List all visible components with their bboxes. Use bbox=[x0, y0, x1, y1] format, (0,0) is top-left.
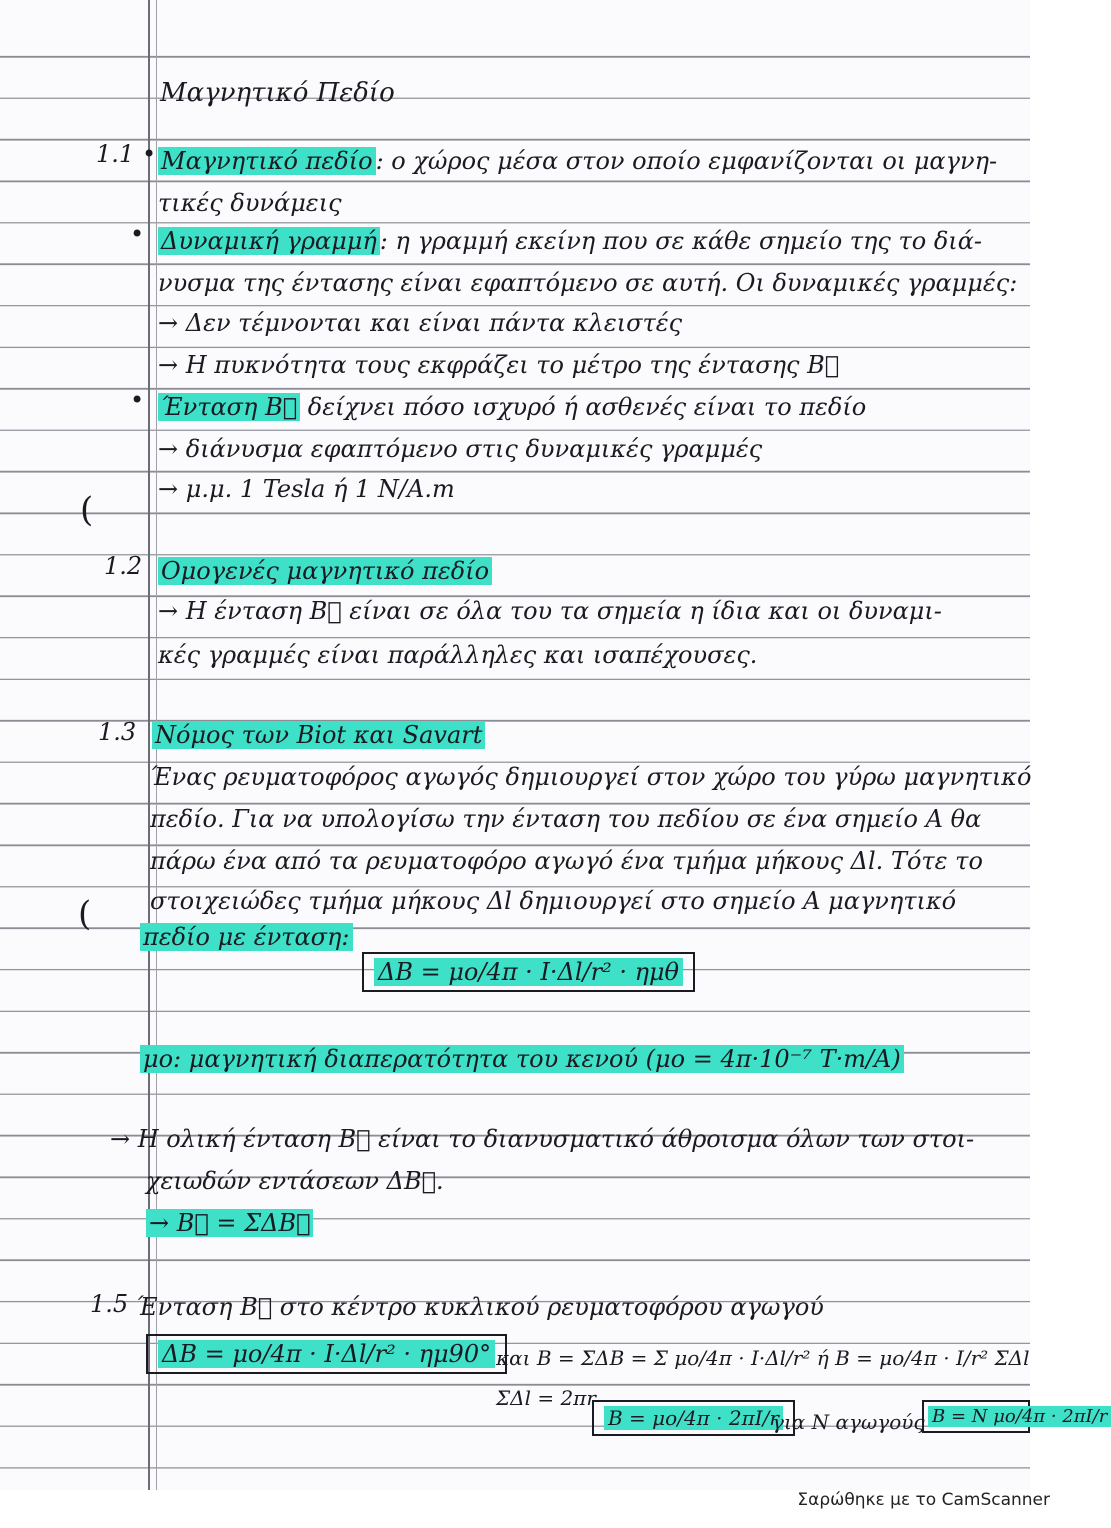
text-line: πεδίο. Για να υπολογίσω την ένταση του πεδίου σε ένα σημείο Α θα bbox=[150, 805, 982, 833]
section-number-1-3: 1.3 bbox=[98, 718, 137, 746]
text-line: → διάνυσμα εφαπτόμενο στις δυναμικές γραμμές bbox=[158, 435, 763, 463]
text-line: πεδίο με ένταση: bbox=[140, 922, 353, 952]
vector-sum-formula: → B⃗ = ΣΔB⃗ bbox=[146, 1208, 313, 1238]
mu-definition: μο: μαγνητική διαπερατότητα του κενού (μο = 4π·10⁻⁷ T·m/A) bbox=[140, 1044, 904, 1074]
text-line: Μαγνητικό πεδίο : ο χώρος μέσα στον οποίο εμφανίζονται οι μαγνη- bbox=[158, 146, 997, 176]
page-title: Μαγνητικό Πεδίο bbox=[160, 78, 395, 108]
text-line: κές γραμμές είναι παράλληλες και ισαπέχουσες. bbox=[158, 641, 758, 669]
text-line: → Δεν τέμνονται και είναι πάντα κλειστές bbox=[158, 309, 683, 337]
section-heading: Νόμος των Biot και Savart bbox=[152, 720, 485, 750]
scanner-watermark: Σαρώθηκε με το CamScanner bbox=[797, 1490, 1050, 1510]
text-line: → Η ένταση B⃗ είναι σε όλα του τα σημεία η ίδια και οι δυναμι- bbox=[158, 597, 942, 625]
bracket-mark: ( bbox=[80, 490, 94, 530]
text-line: Ένταση B⃗ δείχνει πόσο ισχυρό ή ασθενές είναι το πεδίο bbox=[158, 392, 866, 422]
section-number-1-5: 1.5 bbox=[90, 1290, 129, 1318]
text-line: → Η ολική ένταση B⃗ είναι το διανυσματικό άθροισμα όλων των στοι- bbox=[110, 1125, 975, 1153]
circular-formula-2: και B = ΣΔB = Σ μο/4π · I·Δl/r² ή B = μο/4π · I/r² ΣΔl bbox=[496, 1346, 1030, 1370]
bullet: • bbox=[142, 140, 157, 168]
text-line: χειωδών εντάσεων ΔB⃗. bbox=[146, 1167, 444, 1195]
bullet: • bbox=[130, 220, 145, 248]
circular-formula-3: B = μο/4π · 2πI/r bbox=[592, 1400, 795, 1436]
text-line: Ένας ρευματοφόρος αγωγός δημιουργεί στον χώρο του γύρω μαγνητικό bbox=[150, 763, 1032, 791]
highlight-term: Ένταση B⃗ bbox=[158, 393, 300, 421]
circular-formula-4: B = N μο/4π · 2πI/r bbox=[922, 1400, 1030, 1433]
text-line: πάρω ένα από τα ρευματοφόρο αγωγό ένα τμήμα μήκους Δl. Τότε το bbox=[150, 847, 983, 875]
bullet: • bbox=[130, 386, 145, 414]
section-number-1-2: 1.2 bbox=[104, 552, 143, 580]
text-line: στοιχειώδες τμήμα μήκους Δl δημιουργεί στο σημείο Α μαγνητικό bbox=[150, 887, 957, 915]
text-line: νυσμα της έντασης είναι εφαπτόμενο σε αυτή. Οι δυναμικές γραμμές: bbox=[158, 269, 1018, 297]
section-heading: Ένταση B⃗ στο κέντρο κυκλικού ρευματοφόρου αγωγού bbox=[136, 1293, 824, 1321]
biot-savart-formula: ΔB = μο/4π · I·Δl/r² · ημθ bbox=[362, 952, 695, 992]
text-line: Δυναμική γραμμή : η γραμμή εκείνη που σε κάθε σημείο της το διά- bbox=[158, 226, 982, 256]
highlight-term: Μαγνητικό πεδίο bbox=[158, 147, 376, 175]
text-line: τικές δυνάμεις bbox=[158, 189, 342, 217]
section-heading: Ομογενές μαγνητικό πεδίο bbox=[158, 556, 492, 586]
text-line: → μ.μ. 1 Tesla ή 1 N/A.m bbox=[158, 475, 455, 503]
text-line: → Η πυκνότητα τους εκφράζει το μέτρο της έντασης B⃗ bbox=[158, 351, 840, 379]
margin-line bbox=[148, 0, 150, 1490]
for-n-conductors: για N αγωγούς bbox=[772, 1410, 925, 1434]
sum-dl: ΣΔl = 2πr bbox=[496, 1386, 596, 1410]
highlight-term: Δυναμική γραμμή bbox=[158, 227, 380, 255]
section-number-1-1: 1.1 bbox=[96, 140, 135, 168]
circular-formula-1: ΔB = μο/4π · I·Δl/r² · ημ90° bbox=[146, 1334, 507, 1374]
bracket-mark: ( bbox=[78, 894, 92, 934]
